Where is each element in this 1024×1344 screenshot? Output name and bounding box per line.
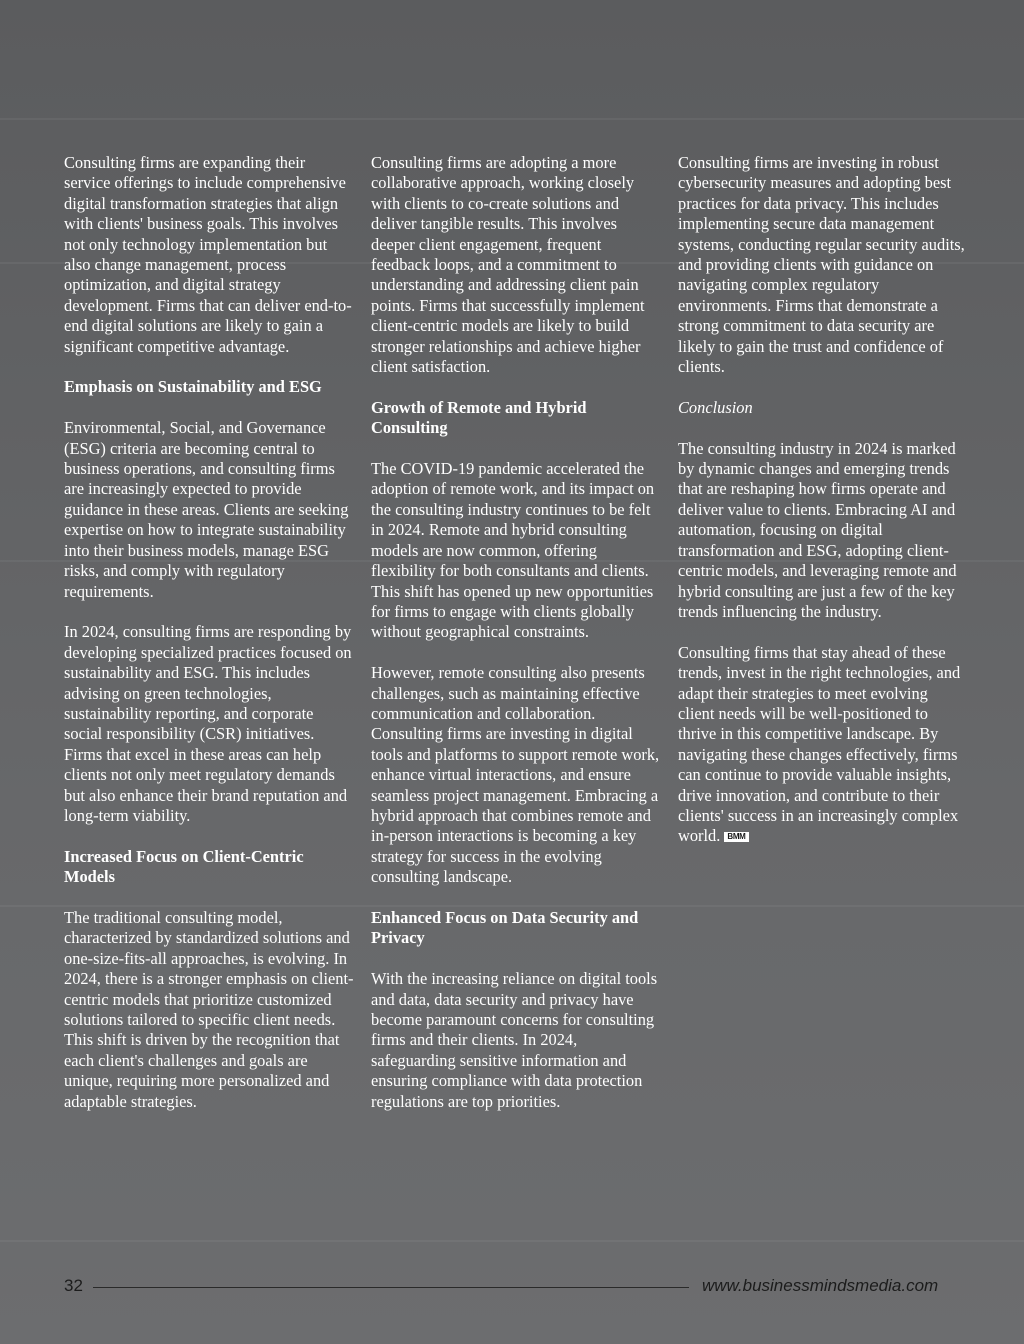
section-heading: Enhanced Focus on Data Security and Privacy <box>371 907 639 948</box>
paragraph: Consulting firms are expanding their service offerings to include comprehensive digital transformation strategies that align with clients' business goals. This involves not only technology implementation but also change management, process optimization, and digital strategy development. Firms that can deliver end-to-end digital solutions are likely to gain a significant competitive advantage. <box>64 153 352 356</box>
footer-website-url: www.businessmindsmedia.com <box>702 1276 939 1295</box>
page-number: 32 <box>64 1276 83 1295</box>
background-plank-seam <box>0 118 1024 120</box>
paragraph: Consulting firms are adopting a more collaborative approach, working closely with clients to co-create solutions and deliver tangible results. This involves deeper client engagement, frequent feedback loops, and a commitment to understanding and addressing client pain points. Firms that successfully implement client-centric models are likely to build stronger relationships and achieve higher client satisfaction. <box>371 153 645 377</box>
paragraph-text: Consulting firms that stay ahead of these trends, invest in the right technologies, and adapt their strategies to meet evolving client needs will be well-positioned to thrive in this competitive landscape. By navigating these changes effectively, firms can continue to provide valuable insights, drive innovation, and contribute to their clients' success in an increasingly complex world. <box>678 642 961 846</box>
paragraph: The traditional consulting model, characterized by standardized solutions and one-size-fits-all approaches, is evolving. In 2024, there is a stronger emphasis on client-centric models that prioritize customized solutions tailored to specific client needs. This shift is driven by the recognition that each client's challenges and goals are unique, requiring more personalized and adaptable strategies. <box>64 907 354 1111</box>
background-plank-seam <box>0 1240 1024 1242</box>
bmm-end-mark-logo: BMM <box>724 832 748 842</box>
article-column-2 <box>371 153 661 1132</box>
final-paragraph <box>678 643 968 847</box>
paragraph: However, remote consulting also presents challenges, such as maintaining effective communication and collaboration. Consulting firms are investing in digital tools and platforms to support remote work, enhance virtual interactions, and ensure seamless project management. Embracing a hybrid approach that combines remote and in-person interactions is becoming a key strategy for success in the evolving consulting landscape. <box>371 663 660 887</box>
paragraph: With the increasing reliance on digital tools and data, data security and privacy have become paramount concerns for consulting firms and their clients. In 2024, safeguarding sensitive information and ensuring compliance with data protection regulations are top priorities. <box>371 969 658 1111</box>
article-column-1 <box>64 153 354 1132</box>
paragraph: Consulting firms are investing in robust cybersecurity measures and adopting best practices for data privacy. This includes implementing secure data management systems, conducting regular security audits, and providing clients with guidance on navigating complex regulatory environments. Firms that demonstrate a strong commitment to data security are likely to gain the trust and confidence of clients. <box>678 153 965 377</box>
section-heading: Growth of Remote and Hybrid Consulting <box>371 397 587 438</box>
footer-divider <box>93 1287 689 1288</box>
paragraph: Environmental, Social, and Governance (ESG) criteria are becoming central to business operations, and consulting firms are increasingly expected to provide guidance in these areas. Clients are seeking expertise on how to integrate sustainability into their business models, manage ESG risks, and comply with regulatory requirements. <box>64 418 349 601</box>
article-column-3 <box>678 153 968 867</box>
conclusion-heading: Conclusion <box>678 397 753 417</box>
paragraph: The COVID-19 pandemic accelerated the adoption of remote work, and its impact on the consulting industry continues to be felt in 2024. Remote and hybrid consulting models are now common, offering flexibility for both consultants and clients. This shift has opened up new opportunities for firms to engage with clients globally without geographical constraints. <box>371 459 655 642</box>
paragraph: The consulting industry in 2024 is marked by dynamic changes and emerging trends that are reshaping how firms operate and deliver value to clients. Embracing AI and automation, focusing on digital transformation and ESG, adopting client-centric models, and leveraging remote and hybrid consulting are just a few of the key trends influencing the industry. <box>678 438 957 621</box>
section-heading: Emphasis on Sustainability and ESG <box>64 377 322 397</box>
paragraph: In 2024, consulting firms are responding by developing specialized practices focused on sustainability and ESG. This includes advising on green technologies, sustainability reporting, and corporate social responsibility (CSR) initiatives. Firms that excel in these areas can help clients not only meet regulatory demands but also enhance their brand reputation and long-term viability. <box>64 622 352 825</box>
section-heading: Increased Focus on Client-Centric Models <box>64 846 304 887</box>
